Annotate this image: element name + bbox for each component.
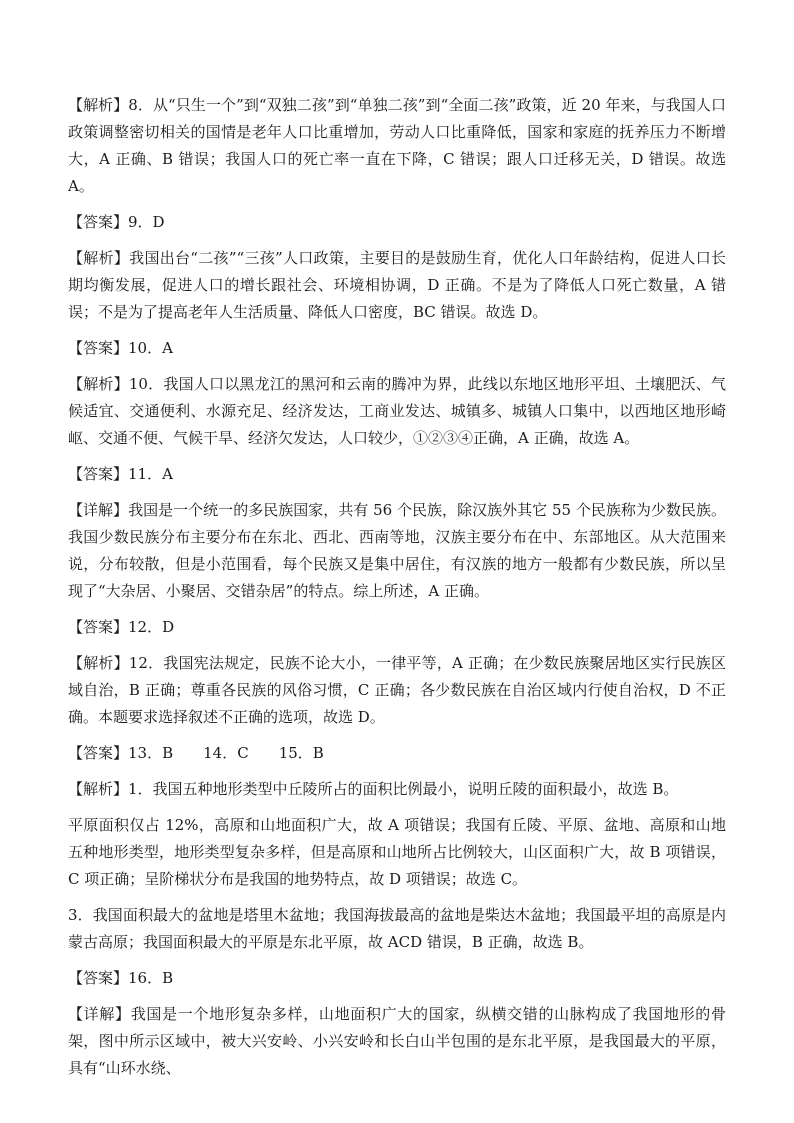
answer-q10	[68, 335, 726, 362]
analysis-text: 12．我国宪法规定，民族不论大小，一律平等，A 正确；在少数民族聚居地区实行民族区域自治，B 正确；尊重各民族的风俗习惯，C 正确；各少数民族在自治区域内行使自治权，D 不正确。本题要求选择叙述不正确的选项，故选 D。	[68, 654, 726, 726]
analysis-q8	[68, 92, 726, 200]
answer-q12	[68, 614, 726, 641]
answer-tag: 【答案】	[68, 465, 129, 483]
answer-tag: 【答案】	[68, 213, 129, 231]
answer-q11	[68, 461, 726, 488]
analysis-text: 平原面积仅占 12%，高原和山地面积广大，故 A 项错误；我国有丘陵、平原、盆地、高原和山地五种地形类型，地形类型复杂多样，但是高原和山地所占比例较大，山区面积广大，故 B 项错误，C 项正确；呈阶梯状分布是我国的地势特点，故 D 项错误；故选 C。	[68, 816, 726, 888]
answer-text: 11．A	[128, 465, 173, 483]
detail-tag: 【详解】	[68, 501, 129, 519]
analysis-q12	[68, 650, 726, 731]
answer-text: 16．B	[128, 969, 174, 987]
detail-q11	[68, 497, 726, 605]
analysis-q15	[68, 902, 726, 956]
answer-text: 12．D	[128, 618, 175, 636]
answer-tag: 【答案】	[68, 744, 129, 762]
analysis-tag: 【解析】	[68, 654, 129, 672]
analysis-q14	[68, 812, 726, 893]
answer-text: 13．B 14．C 15．B	[128, 744, 324, 762]
analysis-tag: 【解析】	[68, 780, 129, 798]
detail-tag: 【详解】	[68, 1005, 131, 1023]
detail-text: 我国是一个地形复杂多样，山地面积广大的国家，纵横交错的山脉构成了我国地形的骨架，图中所示区域中，被大兴安岭、小兴安岭和长白山半包围的是东北平原，是我国最大的平原，具有“山环水绕、	[68, 1005, 726, 1077]
analysis-tag: 【解析】	[68, 375, 129, 393]
analysis-tag: 【解析】	[68, 96, 129, 114]
answer-q13-15	[68, 740, 726, 767]
answer-q16	[68, 965, 726, 992]
analysis-q10	[68, 371, 726, 452]
analysis-text: 10．我国人口以黑龙江的黑河和云南的腾冲为界，此线以东地区地形平坦、土壤肥沃、气候适宜、交通便利、水源充足、经济发达，工商业发达、城镇多、城镇人口集中，以西地区地形崎岖、交通不便、气候干旱、经济欠发达，人口较少，①②③④正确，A 正确，故选 A。	[68, 375, 726, 447]
detail-text: 我国是一个统一的多民族国家，共有 56 个民族，除汉族外其它 55 个民族称为少数民族。我国少数民族分布主要分布在东北、西北、西南等地，汉族主要分布在中、东部地区。从大范围来说，分布较散，但是小范围看，每个民族又是集中居住，有汉族的地方一般都有少数民族，所以呈现了“大杂居、小聚居、交错杂居”的特点。综上所述，A 正确。	[68, 501, 726, 600]
analysis-tag: 【解析】	[68, 249, 130, 267]
answer-tag: 【答案】	[68, 969, 129, 987]
detail-q16	[68, 1001, 726, 1082]
analysis-q13	[68, 776, 726, 803]
analysis-text: 8．从“只生一个”到“双独二孩”到“单独二孩”到“全面二孩”政策，近 20 年来，与我国人口政策调整密切相关的国情是老年人口比重增加，劳动人口比重降低，国家和家庭的抚养压力不断增大，A 正确、B 错误；我国人口的死亡率一直在下降，C 错误；跟人口迁移无关，D 错误。故选 A。	[68, 96, 726, 195]
answer-key-content	[68, 92, 726, 1091]
analysis-text: 3．我国面积最大的盆地是塔里木盆地；我国海拔最高的盆地是柴达木盆地；我国最平坦的高原是内蒙古高原；我国面积最大的平原是东北平原，故 ACD 错误，B 正确，故选 B。	[68, 906, 726, 951]
analysis-text: 1．我国五种地形类型中丘陵所占的面积比例最小，说明丘陵的面积最小，故选 B。	[128, 780, 679, 798]
answer-tag: 【答案】	[68, 339, 129, 357]
answer-text: 10．A	[128, 339, 173, 357]
analysis-q9	[68, 245, 726, 326]
answer-text: 9．D	[128, 213, 165, 231]
analysis-text: 我国出台“二孩”“三孩”人口政策，主要目的是鼓励生育，优化人口年龄结构，促进人口长期均衡发展，促进人口的增长跟社会、环境相协调，D 正确。不是为了降低人口死亡数量，A 错误；不是为了提高老年人生活质量、降低人口密度，BC 错误。故选 D。	[68, 249, 726, 321]
answer-tag: 【答案】	[68, 618, 129, 636]
answer-q9	[68, 209, 726, 236]
